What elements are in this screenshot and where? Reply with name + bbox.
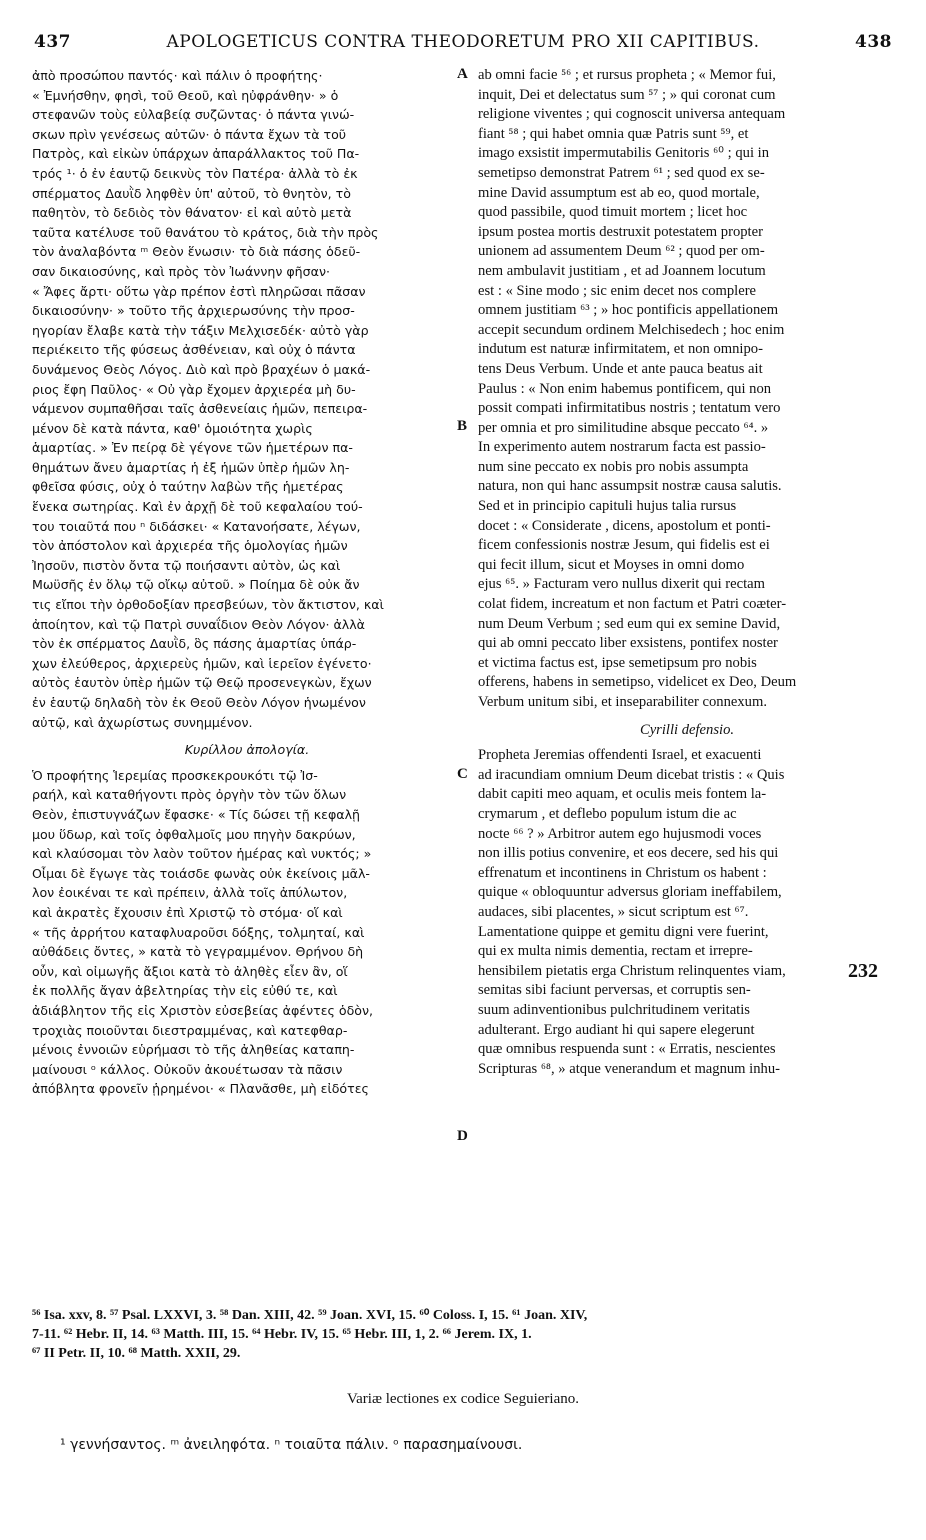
text-line: offerens, habens in semetipso, videlicet ex Deo, Deum: [478, 674, 797, 691]
text-line: effrenatum et incontinens in Christum os habent :: [478, 864, 767, 881]
text-line: τροχιὰς ποιοῦνται διεστραμμένας, καὶ κατεφθαρ-: [32, 1022, 348, 1038]
text-line: Ἰησοῦν, πιστὸν ὄντα τῷ ποιήσαντι αὐτὸν, ὡς καὶ: [32, 557, 341, 573]
text-line: μένον δὲ κατὰ πάντα, καθ' ὁμοιότητα χωρὶς: [32, 420, 313, 436]
text-line: αὐτὸς ἑαυτὸν ὑπὲρ ἡμῶν τῷ Θεῷ προσενεγκὼν, ἔχων: [32, 675, 372, 691]
text-line: Lamentatione quippe et gemitu digni vere fuerint,: [478, 923, 769, 940]
text-line: religione viventes ; qui cognoscit universa antequam: [478, 106, 786, 123]
text-line: inquit, Dei et delectatus sum ⁵⁷ ; » qui coronat cum: [478, 86, 776, 103]
text-line: et victima factus est, ipse semetipsum pro nobis: [478, 654, 757, 671]
text-line: indutum est naturæ infirmitatem, et non omnipo-: [478, 341, 763, 358]
text-line: hensibilem pietatis erga Christum relinquentes viam,: [478, 962, 786, 979]
text-line: crymarum , et deflebo populum istum die ac: [478, 805, 737, 822]
margin-marker-a: A: [457, 66, 468, 82]
text-line: παθητὸν, τὸ δεδιὸς τὸν θάνατον· εἰ καὶ αὐτὸ μετὰ: [32, 205, 352, 221]
text-line: est : « Sine modo ; sic enim decet nos complere: [478, 282, 757, 299]
text-line: ταῦτα κατέλυσε τοῦ θανάτου τὸ κράτος, διὰ τὴν πρὸς: [32, 224, 379, 240]
right-page-number: 438: [855, 32, 892, 52]
footnote-line: ⁵⁶ Isa. xxv, 8. ⁵⁷ Psal. LXXVI, 3. ⁵⁸ Dan. XIII, 42. ⁵⁹ Joan. XVI, 15. ⁶⁰ Coloss. I, 15. ⁶¹ Joan. XIV,: [32, 1308, 588, 1323]
text-line: « τῆς ἀρρήτου καταφλυαροῦσι δόξης, τολμηταί, καὶ: [32, 924, 365, 940]
text-line: num sine peccato ex nobis pro nobis assumpta: [478, 458, 749, 475]
text-line: mine David assumptum est ab eo, quod mortale,: [478, 184, 760, 201]
footnote-line: 7-11. ⁶² Hebr. II, 14. ⁶³ Matth. III, 15. ⁶⁴ Hebr. IV, 15. ⁶⁵ Hebr. III, 1, 2. ⁶⁶ Jerem. IX, 1.: [32, 1327, 532, 1342]
text-line: per omnia et pro similitudine absque peccato ⁶⁴. »: [478, 419, 769, 436]
text-line: δικαιοσύνην· » τοῦτο τῆς ἀρχιερωσύνης τὴν προσ-: [32, 303, 355, 319]
text-line: num Deum Verbum ; sed eum qui ex semine David,: [478, 615, 781, 632]
text-line: ἁμαρτίας. » Ἐν πείρᾳ δὲ γέγονε τῶν ἡμετέρων πα-: [32, 440, 353, 456]
text-line: unionem ad assumentem Deum ⁶² ; quod per om-: [478, 243, 765, 260]
text-line: quod passibile, quod timuit mortem ; licet hoc: [478, 204, 748, 221]
text-line: accepit secundum ordinem Melchisedech ; hoc enim: [478, 321, 785, 338]
text-line: σαν δικαιοσύνης, καὶ πρὸς τὸν Ἰωάννην φῆσαν·: [32, 263, 330, 279]
text-line: στεφανῶν τοὺς εὐλαβείᾳ συζῶντας· ὁ πάντα γινώ-: [32, 107, 355, 123]
text-line: θημάτων ἄνευ ἁμαρτίας ἡ ἐξ ἡμῶν ὑπὲρ ἡμῶν λη-: [32, 459, 350, 475]
text-line: δυνάμενος Θεὸς Λόγος. Διὸ καὶ πρὸ βραχέων ὁ μακά-: [32, 361, 371, 377]
text-line: « Ἐμνήσθην, φησὶ, τοῦ Θεοῦ, καὶ ηὐφράνθην· » ὁ: [32, 87, 339, 103]
text-line: τὸν ἀναλαβόντα ᵐ Θεὸν ἕνωσιν· τὸ διὰ πάσης ὁδεῦ-: [32, 244, 361, 260]
text-line: μου ὕδωρ, καὶ τοῖς ὀφθαλμοῖς μου πηγὴν δακρύων,: [32, 826, 356, 842]
text-line: σκων πρὶν γενέσεως αὐτῶν· ὁ πάντα ἔχων τὰ τοῦ: [32, 126, 347, 142]
greek-heading: Κυρίλλου ἀπολογία.: [184, 742, 310, 758]
text-line: ριος ἔφη Παῦλος· « Οὐ γὰρ ἔχομεν ἀρχιερέα μὴ δυ-: [32, 381, 356, 397]
text-line: καὶ κλαύσομαι τὸν λαὸν τοῦτον ἡμέρας καὶ νυκτός; »: [32, 846, 372, 862]
text-line: In experimento autem nostrarum facta est passio-: [478, 439, 766, 456]
text-line: Sed et in principio capituli hujus talia rursus: [478, 498, 737, 515]
text-line: λον ἐοικέναι τε καὶ πρέπειν, ἀλλὰ τοῖς ἀπύλωτον,: [32, 885, 348, 901]
text-line: Μωϋσῆς ἐν ὅλῳ τῷ οἴκῳ αὐτοῦ. » Ποίημα δὲ οὐκ ἄν: [32, 577, 360, 593]
text-line: τὸν ἐκ σπέρματος Δαυῒδ, ὃς πάσης ἁμαρτίας ὑπάρ-: [32, 636, 357, 652]
text-line: ἀδιάβλητον τῆς εἰς Χριστὸν εὐσεβείας ἀφέντες ὁδὸν,: [32, 1002, 374, 1018]
text-line: natura, non qui hanc assumpsit nostræ causa salutis.: [478, 478, 782, 495]
text-line: audaces, sibi placentes, » sicut scriptum est ⁶⁷.: [478, 903, 749, 920]
text-line: ἀποίητον, καὶ τῷ Πατρὶ συναΐδιον Θεὸν Λόγον· ἀλλὰ: [32, 616, 365, 632]
text-line: τρός ¹· ὁ ἐν ἑαυτῷ δεικνὺς τὸν Πατέρα· ἀλλὰ τὸ ἐκ: [32, 165, 358, 181]
footnote-line: ⁶⁷ II Petr. II, 10. ⁶⁸ Matth. XXII, 29.: [32, 1346, 241, 1361]
footnotes: [32, 1306, 894, 1363]
text-line: σπέρματος Δαυῒδ ληφθὲν ὑπ' αὐτοῦ, τὸ θνητὸν, τὸ: [32, 185, 351, 201]
text-line: Paulus : « Non enim habemus pontificem, qui non: [478, 380, 772, 397]
text-line: quæ omnibus respuenda sunt : « Erratis, nescientes: [478, 1041, 776, 1058]
margin-marker-c: C: [457, 766, 468, 782]
text-line: νάμενον συμπαθῆσαι ταῖς ἀσθενείαις ἡμῶν, πεπειρα-: [32, 401, 368, 417]
latin-column: [478, 66, 896, 1079]
text-line: omnem justitiam ⁶³ ; » hoc pontificis appellationem: [478, 302, 779, 319]
text-line: ἐκ πολλῆς ἄγαν ἀβελτηρίας τὴν εἰς εὐθύ τε, καὶ: [32, 983, 338, 999]
latin-heading: Cyrilli defensio.: [639, 721, 735, 738]
greek-passage-a: [32, 66, 462, 732]
variae-readings: ¹ γεννήσαντος. ᵐ ἀνειληφότα. ⁿ τοιαῦτα πάλιν. ᵒ παρασημαίνουσι.: [60, 1437, 523, 1453]
left-page-number: 437: [34, 32, 71, 52]
text-line: μένοις ἐννοιῶν εὑρήμασι τὸ τῆς ἀληθείας καταπη-: [32, 1042, 355, 1058]
text-line: ejus ⁶⁵. » Facturam vero nullus dixerit qui rectam: [478, 576, 765, 593]
column-number: 232: [848, 960, 878, 982]
text-line: Verbum unitum sibi, et inseparabiliter connexum.: [478, 694, 767, 710]
text-line: του τοιαῦτά που ⁿ διδάσκει· « Κατανοήσατε, λέγων,: [32, 518, 361, 534]
text-line: semetipso demonstrat Patrem ⁶¹ ; sed quod ex se-: [478, 164, 765, 181]
text-line: colat fidem, increatum et non factum et Patri coæter-: [478, 596, 787, 613]
text-line: qui ex multa nimis dementia, rectam et irrepre-: [478, 943, 753, 960]
text-line: nem ambulavit justitiam , et ad Joannem locutum: [478, 262, 766, 279]
text-line: suum adinventionibus pulchritudinem veritatis: [478, 1001, 750, 1018]
text-line: possit compati infirmitatibus nostris ; tentatum vero: [478, 400, 781, 417]
text-line: Θεὸν, ἐπιστυγνάζων ἔφασκε· « Τίς δώσει τῇ κεφαλῇ: [32, 806, 361, 822]
text-line: καὶ ἀκρατὲς ἔχουσιν ἐπὶ Χριστῷ τὸ στόμα· οἵ καὶ: [32, 904, 343, 920]
text-line: ηγορίαν ἔλαβε κατὰ τὴν τάξιν Μελχισεδέκ· αὐτὸ γὰρ: [32, 322, 369, 338]
text-line: Πατρὸς, καὶ εἰκὼν ὑπάρχων ἀπαράλλακτος τοῦ Πα-: [32, 146, 360, 162]
text-line: ἀπὸ προσώπου παντός· καὶ πάλιν ὁ προφήτης·: [32, 68, 323, 83]
text-line: fiant ⁵⁸ ; qui habet omnia quæ Patris sunt ⁵⁹, et: [478, 125, 749, 142]
text-line: qui ab omni peccato liber exsistens, pontifex noster: [478, 635, 778, 652]
page-header: [34, 32, 892, 58]
text-line: semitas sibi faciunt perversas, et corruptis sen-: [478, 982, 751, 999]
text-line: non illis potius convenire, et eos decere, sed his qui: [478, 845, 779, 862]
text-line: ραήλ, καὶ καταθήγοντι πρὸς ὀργὴν τὸν τῶν ὅλων: [32, 787, 347, 803]
text-line: imago exsistit impermutabilis Genitoris ⁶⁰ ; qui in: [478, 145, 770, 162]
text-line: nocte ⁶⁶ ? » Arbitror autem ego hujusmodi voces: [478, 825, 762, 842]
text-line: οὖν, καὶ οἰμωγῆς ἄξιοι κατὰ τὸ ἀληθὲς εἶεν ἂν, οἵ: [32, 963, 348, 979]
text-line: docet : « Considerate , dicens, apostolum et ponti-: [478, 517, 771, 534]
greek-passage-b: [32, 766, 462, 1099]
text-line: ficem confessionis nostræ Jesum, qui fidelis est ei: [478, 537, 770, 554]
text-line: μαίνουσι ᵒ κάλλος. Οὐκοῦν ἀκουέτωσαν τὰ πᾶσιν: [32, 1061, 343, 1077]
text-line: ἕνεκα σωτηρίας. Καὶ ἐν ἀρχῇ δὲ τοῦ κεφαλαίου τού-: [32, 499, 363, 515]
text-line: qui fecit illum, sicut et Moyses in omni domo: [478, 556, 745, 573]
running-title: APOLOGETICUS CONTRA THEODORETUM PRO XII CAPITIBUS.: [166, 32, 760, 52]
text-line: τις εἴποι τὴν ὀρθοδοξίαν πρεσβεύων, τὸν ἄκτιστον, καὶ: [32, 597, 384, 613]
text-line: « Ἄφες ἄρτι· οὕτω γὰρ πρέπον ἐστὶ πληρῶσαι πᾶσαν: [32, 283, 366, 299]
text-line: ad iracundiam omnium Deum dicebat tristis : « Quis: [478, 766, 785, 783]
text-line: αὐτῷ, καὶ ἀχωρίστως συνημμένον.: [32, 714, 253, 730]
text-line: αὐθάδεις ὄντες, » κατὰ τὸ γεγραμμένον. Θρήνου δὴ: [32, 944, 364, 960]
text-line: adulterant. Ergo audiant hi qui sapere elegerunt: [478, 1021, 755, 1038]
text-line: tens Deus Verbum. Unde et ante pauca beatus ait: [478, 360, 763, 377]
text-line: χων ἐλεύθερος, ἀρχιερεὺς ἡμῶν, καὶ ἱερεῖον ἐγένετο·: [32, 655, 372, 671]
text-line: ἀπόβλητα φρονεῖν ᾑρημένοι· « Πλανᾶσθε, μὴ εἰδότες: [32, 1081, 369, 1097]
text-line: ipsum postea mortis destruxit potestatem propter: [478, 223, 763, 240]
greek-column: [32, 66, 462, 1099]
text-line: Scripturas ⁶⁸, » atque venerandum et magnum inhu-: [478, 1060, 780, 1077]
text-line: quique « obloquuntur adversus gloriam ineffabilem,: [478, 884, 782, 901]
text-line: Propheta Jeremias offendenti Israel, et exacuenti: [478, 747, 762, 764]
latin-passage-b: [478, 746, 896, 1079]
text-line: Ὁ προφήτης Ἱερεμίας προσκεκρουκότι τῷ Ἰσ-: [32, 767, 318, 783]
text-line: φθεῖσα φύσις, οὐχ ὁ ταύτην λαβὼν τῆς ἡμετέρας: [32, 479, 344, 495]
text-line: τὸν ἀπόστολον καὶ ἀρχιερέα τῆς ὁμολογίας ἡμῶν: [32, 538, 348, 554]
text-line: dabit capiti meo aquam, et oculis meis fontem la-: [478, 786, 767, 803]
latin-passage-a: [478, 66, 896, 713]
variae-title: Variæ lectiones ex codice Seguieriano.: [346, 1391, 579, 1407]
text-line: περιέκειτο τῆς φύσεως ἀσθένειαν, καὶ οὐχ ὁ πάντα: [32, 342, 356, 358]
margin-marker-d: D: [457, 1128, 468, 1144]
text-line: Οἶμαι δὲ ἔγωγε τὰς τοιάσδε φωνὰς οὐκ ἐκείνοις μᾶλ-: [32, 865, 370, 881]
margin-marker-b: B: [457, 418, 468, 434]
text-line: ab omni facie ⁵⁶ ; et rursus propheta ; « Memor fui,: [478, 67, 776, 83]
text-line: ἐν ἑαυτῷ δηλαδὴ τὸν ἐκ Θεοῦ Θεὸν Λόγον ἡνωμένον: [32, 695, 366, 710]
